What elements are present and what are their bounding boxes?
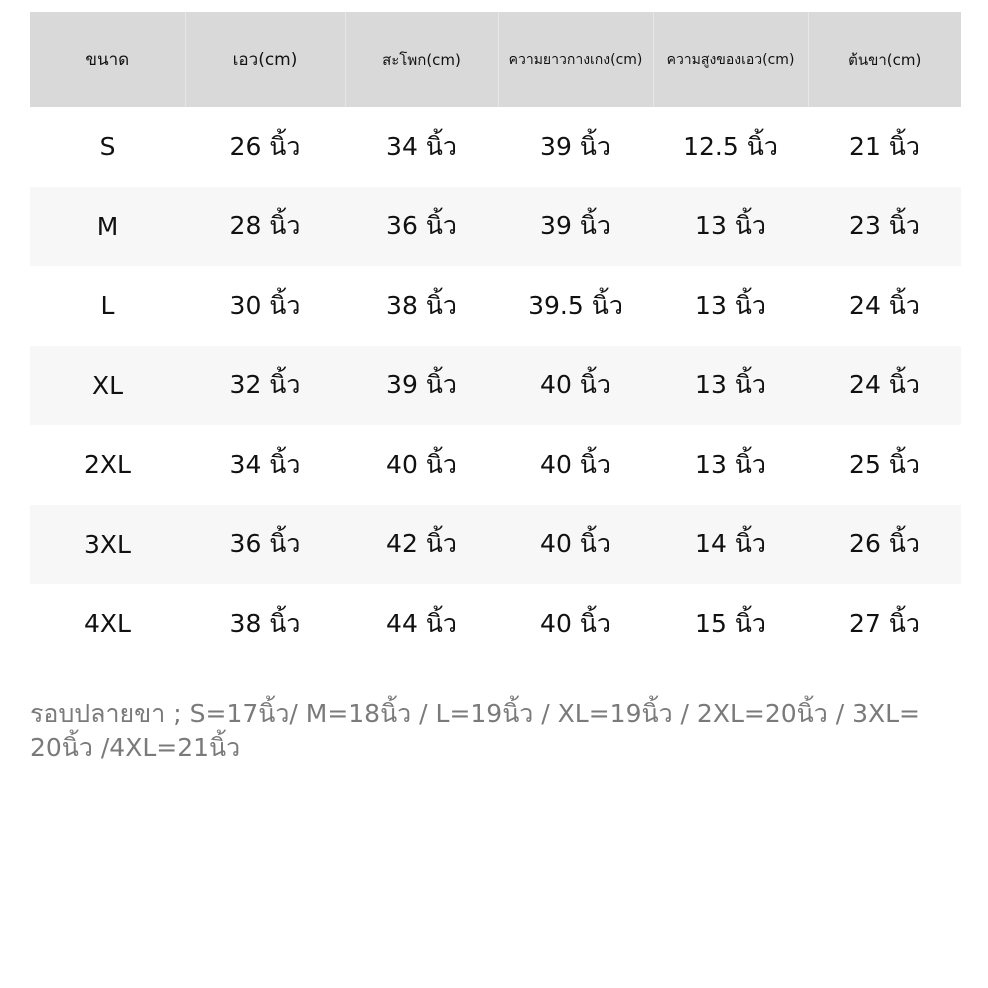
cell-hip: 38 นิ้ว	[386, 290, 457, 320]
size-chart-table	[30, 12, 961, 664]
cell-size: L	[100, 291, 115, 321]
cell-pants-length: 40 นิ้ว	[540, 608, 611, 638]
cell-waist: 34 นิ้ว	[229, 449, 301, 479]
cell-waist: 30 นิ้ว	[229, 290, 301, 320]
cell-waist: 36 นิ้ว	[185, 505, 345, 585]
cell-size: S	[99, 132, 116, 162]
cell-waist-height: 14 นิ้ว	[653, 505, 808, 585]
cell-thigh: 27 นิ้ว	[849, 608, 920, 638]
header-pants-length: ความยาวกางเกง(cm)	[498, 12, 653, 107]
cell-size: 4XL	[84, 609, 131, 639]
table-row	[30, 584, 961, 664]
cell-pants-length: 40 นิ้ว	[498, 346, 653, 426]
cell-thigh: 26 นิ้ว	[808, 505, 961, 585]
cell-waist-height: 13 นิ้ว	[653, 346, 808, 426]
cell-waist: 26 นิ้ว	[229, 131, 301, 161]
cell-size: 3XL	[30, 505, 185, 585]
header-waist-height: ความสูงของเอว(cm)	[653, 12, 808, 107]
leg-opening-note: รอบปลายขา ; S=17นิ้ว/ M=18นิ้ว / L=19นิ้ว / XL=19นิ้ว / 2XL=20นิ้ว / 3XL= 20นิ้ว /4XL=21นิ้ว	[30, 699, 920, 762]
cell-hip: 36 นิ้ว	[345, 187, 498, 267]
cell-hip: 44 นิ้ว	[386, 608, 457, 638]
cell-pants-length: 40 นิ้ว	[498, 505, 653, 585]
cell-waist-height: 13 นิ้ว	[653, 187, 808, 267]
cell-hip: 42 นิ้ว	[345, 505, 498, 585]
table-row	[30, 107, 961, 187]
cell-thigh: 21 นิ้ว	[849, 131, 920, 161]
cell-waist-height: 13 นิ้ว	[695, 449, 766, 479]
cell-waist-height: 12.5 นิ้ว	[683, 131, 778, 161]
cell-thigh: 23 นิ้ว	[808, 187, 961, 267]
cell-size: 2XL	[84, 450, 131, 480]
cell-waist: 32 นิ้ว	[185, 346, 345, 426]
table-row	[30, 187, 961, 267]
table-header-row	[30, 12, 961, 107]
table-row	[30, 505, 961, 585]
cell-pants-length: 39 นิ้ว	[540, 131, 611, 161]
table-row	[30, 346, 961, 426]
cell-waist: 28 นิ้ว	[185, 187, 345, 267]
cell-waist: 38 นิ้ว	[229, 608, 301, 638]
cell-hip: 40 นิ้ว	[386, 449, 457, 479]
cell-thigh: 25 นิ้ว	[849, 449, 920, 479]
cell-waist-height: 15 นิ้ว	[695, 608, 766, 638]
header-waist: เอว(cm)	[185, 12, 345, 107]
cell-pants-length: 39.5 นิ้ว	[528, 290, 623, 320]
cell-hip: 34 นิ้ว	[386, 131, 457, 161]
cell-thigh: 24 นิ้ว	[849, 290, 920, 320]
cell-hip: 39 นิ้ว	[345, 346, 498, 426]
header-size: ขนาด	[30, 12, 185, 107]
header-hip: สะโพก(cm)	[345, 12, 498, 107]
table-row	[30, 266, 961, 346]
cell-pants-length: 40 นิ้ว	[540, 449, 611, 479]
header-thigh: ต้นขา(cm)	[808, 12, 961, 107]
cell-waist-height: 13 นิ้ว	[695, 290, 766, 320]
cell-size: XL	[30, 346, 185, 426]
cell-pants-length: 39 นิ้ว	[498, 187, 653, 267]
cell-thigh: 24 นิ้ว	[808, 346, 961, 426]
cell-size: M	[30, 187, 185, 267]
table-row	[30, 425, 961, 505]
